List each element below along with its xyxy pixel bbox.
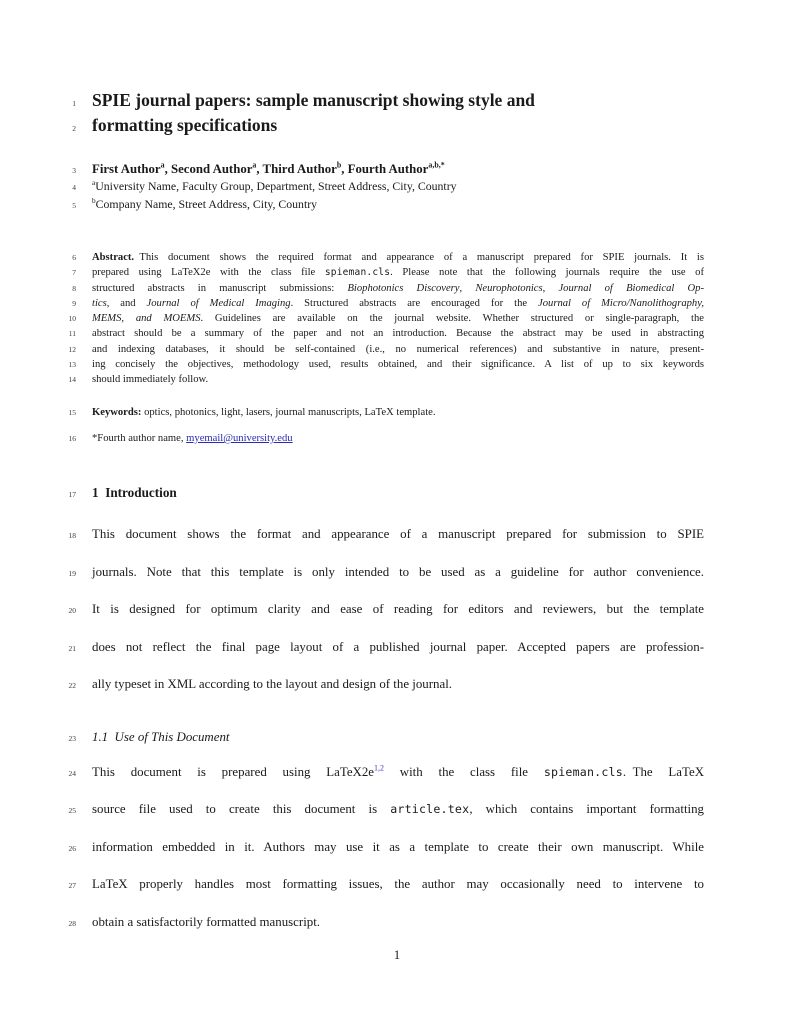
- body-text: [92, 791, 704, 829]
- text-segment: b: [92, 195, 96, 205]
- body-text: [92, 516, 704, 554]
- text-segment: *Fourth author name,: [92, 432, 187, 444]
- abstract-text: [92, 281, 704, 296]
- text-segment: article.tex: [390, 802, 470, 817]
- text-segment: . Please note that the following journals require the use of: [390, 267, 704, 279]
- line-number: 26: [68, 843, 76, 853]
- doc-line: [0, 666, 704, 704]
- text-segment: with the class file: [384, 764, 544, 779]
- line-number: 11: [68, 329, 76, 339]
- abstract-text: [92, 250, 704, 265]
- doc-line: [0, 516, 704, 554]
- intro-paragraph: [0, 516, 704, 704]
- doc-line: [0, 591, 704, 629]
- line-number: 25: [68, 806, 76, 816]
- line-number: 16: [68, 433, 76, 443]
- line-number: 5: [72, 200, 76, 210]
- text-segment: Neurophotonics: [475, 282, 543, 294]
- text-segment: , Second Author: [164, 162, 253, 176]
- line-number: 13: [68, 360, 76, 370]
- affiliation: [92, 196, 704, 214]
- doc-line: [0, 431, 704, 446]
- text-segment: . Guidelines are available on the journal website. Whether structured or single-paragraph, the: [200, 313, 704, 325]
- abstract-text: [92, 296, 704, 311]
- email-link[interactable]: myemail@university.edu: [186, 432, 293, 444]
- doc-line: [0, 161, 704, 178]
- text-segment: should immediately follow.: [92, 374, 209, 386]
- line-number: 12: [68, 344, 76, 354]
- body-text: [92, 666, 704, 704]
- line-number: 9: [72, 298, 76, 308]
- doc-line: [0, 372, 704, 387]
- text-segment: ing concisely the objectives, methodology used, results obtained, and their significance. A list of up to six keywords: [92, 359, 704, 371]
- text-segment: spieman.cls: [543, 764, 623, 779]
- paper-title: [92, 113, 704, 138]
- body-text: [92, 829, 704, 867]
- line-number: 19: [68, 568, 76, 578]
- doc-line: [0, 629, 704, 667]
- subsection-heading-use-of-document: [0, 728, 704, 746]
- text-segment: 1.1 Use of This Document: [92, 729, 230, 744]
- doc-line: [0, 250, 704, 265]
- text-segment: journals. Note that this template is only intended to be used as a guideline for author convenience.: [92, 564, 704, 579]
- text-segment: abstract should be a summary of the paper and not an introduction. Because the abstract may be used in abstracting: [92, 328, 704, 340]
- line-number: 18: [68, 531, 76, 541]
- doc-line: [0, 866, 704, 904]
- doc-line: [0, 754, 704, 792]
- doc-line: [0, 554, 704, 592]
- use-of-document-paragraph: [0, 754, 704, 942]
- subsection-heading: [92, 728, 704, 746]
- body-text: [92, 904, 704, 942]
- doc-line: [0, 342, 704, 357]
- text-segment: ,: [542, 282, 559, 294]
- keywords-block: [0, 405, 704, 420]
- doc-line: [0, 484, 704, 502]
- text-segment: Journal of Micro/Nanolithography,: [538, 297, 704, 309]
- text-segment: , Fourth Author: [341, 162, 429, 176]
- text-segment: tics: [92, 297, 107, 309]
- body-text: [92, 554, 704, 592]
- line-number: 2: [72, 124, 76, 133]
- line-number: 6: [72, 253, 76, 262]
- section-heading: [92, 484, 704, 502]
- citation-ref[interactable]: 1,2: [374, 763, 385, 773]
- text-segment: b: [336, 160, 342, 170]
- correspondence-block: [0, 431, 704, 446]
- text-segment: Journal of Biomedical Op-: [558, 282, 704, 294]
- affiliation: [92, 178, 704, 196]
- text-segment: , and: [106, 297, 147, 309]
- doc-line: [0, 728, 704, 746]
- paper-title: [92, 88, 704, 113]
- text-segment: . The LaTeX: [622, 764, 705, 779]
- line-number: 14: [68, 375, 76, 385]
- line-number: 17: [68, 490, 76, 500]
- doc-line: [0, 791, 704, 829]
- text-segment: . Structured abstracts are encouraged for the: [290, 297, 539, 309]
- line-number: 4: [72, 183, 76, 192]
- author-list: [92, 161, 704, 178]
- line-number: 8: [72, 283, 76, 293]
- text-segment: Journal of Medical Imaging: [146, 297, 291, 309]
- doc-line: [0, 281, 704, 296]
- abstract-text: [92, 311, 704, 326]
- line-number: 27: [68, 881, 76, 891]
- page-number: 1: [393, 948, 401, 962]
- doc-line: [0, 829, 704, 867]
- text-segment: prepared using LaTeX2e with the class file: [92, 267, 325, 279]
- doc-line: [0, 113, 704, 138]
- text-segment: ,: [459, 282, 476, 294]
- text-segment: obtain a satisfactorily formatted manuscript.: [92, 914, 321, 929]
- keywords-text: [92, 405, 704, 420]
- line-number: 3: [72, 166, 76, 175]
- abstract-text: [92, 326, 704, 341]
- text-segment: spieman.cls: [324, 267, 391, 279]
- abstract-text: [92, 265, 704, 280]
- line-number: 22: [68, 681, 76, 691]
- text-segment: It is designed for optimum clarity and ease of reading for editors and reviewers, but the template: [92, 602, 704, 617]
- authors-block: [0, 161, 704, 213]
- text-segment: 1 Introduction: [92, 485, 177, 501]
- line-number: 23: [68, 733, 76, 743]
- text-segment: structured abstracts in manuscript submissions:: [92, 282, 348, 294]
- text-segment: LaTeX properly handles most formatting issues, the author may occasionally need to intervene to: [92, 877, 704, 892]
- doc-line: [0, 326, 704, 341]
- text-segment: information embedded in it. Authors may use it as a template to create their own manuscript. While: [92, 839, 704, 854]
- doc-line: [0, 196, 704, 214]
- text-segment: a: [160, 160, 165, 170]
- section-heading-introduction: [0, 484, 704, 502]
- text-segment: source file used to create this document is: [92, 802, 391, 817]
- line-number: 28: [68, 918, 76, 928]
- body-text: [92, 866, 704, 904]
- doc-line: [0, 296, 704, 311]
- title-block: [0, 0, 704, 138]
- text-segment: , Third Author: [256, 162, 337, 176]
- text-segment: a: [252, 160, 257, 170]
- line-number: 7: [72, 268, 76, 278]
- line-number: 20: [68, 606, 76, 616]
- doc-line: [0, 265, 704, 280]
- text-segment: , which contains important formatting: [469, 802, 704, 817]
- doc-line: [0, 311, 704, 326]
- text-segment: SPIE journal papers: sample manuscript showing style and: [92, 90, 535, 110]
- text-segment: Company Name, Street Address, City, Country: [95, 196, 318, 211]
- correspondence-text: [92, 431, 704, 446]
- text-segment: a,b,*: [428, 160, 445, 170]
- body-text: [92, 591, 704, 629]
- text-segment: and indexing databases, it should be self-contained (i.e., no numerical references) and substantive in nature, present-: [92, 343, 704, 355]
- text-segment: Abstract.: [92, 252, 135, 263]
- text-segment: Keywords:: [92, 406, 142, 418]
- text-segment: First Author: [92, 162, 161, 176]
- text-segment: This document shows the required format and appearance of a manuscript prepared for SPIE journals. It is: [134, 252, 704, 263]
- doc-line: [0, 904, 704, 942]
- line-number: 24: [68, 768, 76, 778]
- line-number: 21: [68, 643, 76, 653]
- abstract-text: [92, 342, 704, 357]
- text-segment: Biophotonics Discovery: [347, 282, 460, 294]
- text-segment: a: [92, 178, 96, 188]
- text-segment: ally typeset in XML according to the layout and design of the journal.: [92, 677, 453, 692]
- line-number: 10: [68, 314, 76, 324]
- text-segment: does not reflect the final page layout of a published journal paper. Accepted papers are profession-: [92, 639, 704, 654]
- line-number: 1: [72, 99, 76, 108]
- body-text: [92, 629, 704, 667]
- doc-line: [0, 178, 704, 196]
- text-segment: University Name, Faculty Group, Department, Street Address, City, Country: [95, 179, 457, 193]
- line-number: 15: [68, 407, 76, 417]
- abstract-block: [0, 250, 704, 388]
- body-text: [92, 754, 704, 792]
- text-segment: This document shows the format and appearance of a manuscript prepared for submission to SPIE: [92, 527, 704, 542]
- abstract-text: [92, 372, 704, 387]
- text-segment: optics, photonics, light, lasers, journal manuscripts, LaTeX template.: [141, 406, 436, 418]
- doc-line: [0, 357, 704, 372]
- text-segment: formatting specifications: [92, 115, 278, 135]
- doc-line: [0, 88, 704, 113]
- text-segment: This document is prepared using LaTeX2e: [92, 764, 375, 779]
- abstract-text: [92, 357, 704, 372]
- doc-line: [0, 405, 704, 420]
- text-segment: MEMS, and MOEMS: [92, 313, 201, 325]
